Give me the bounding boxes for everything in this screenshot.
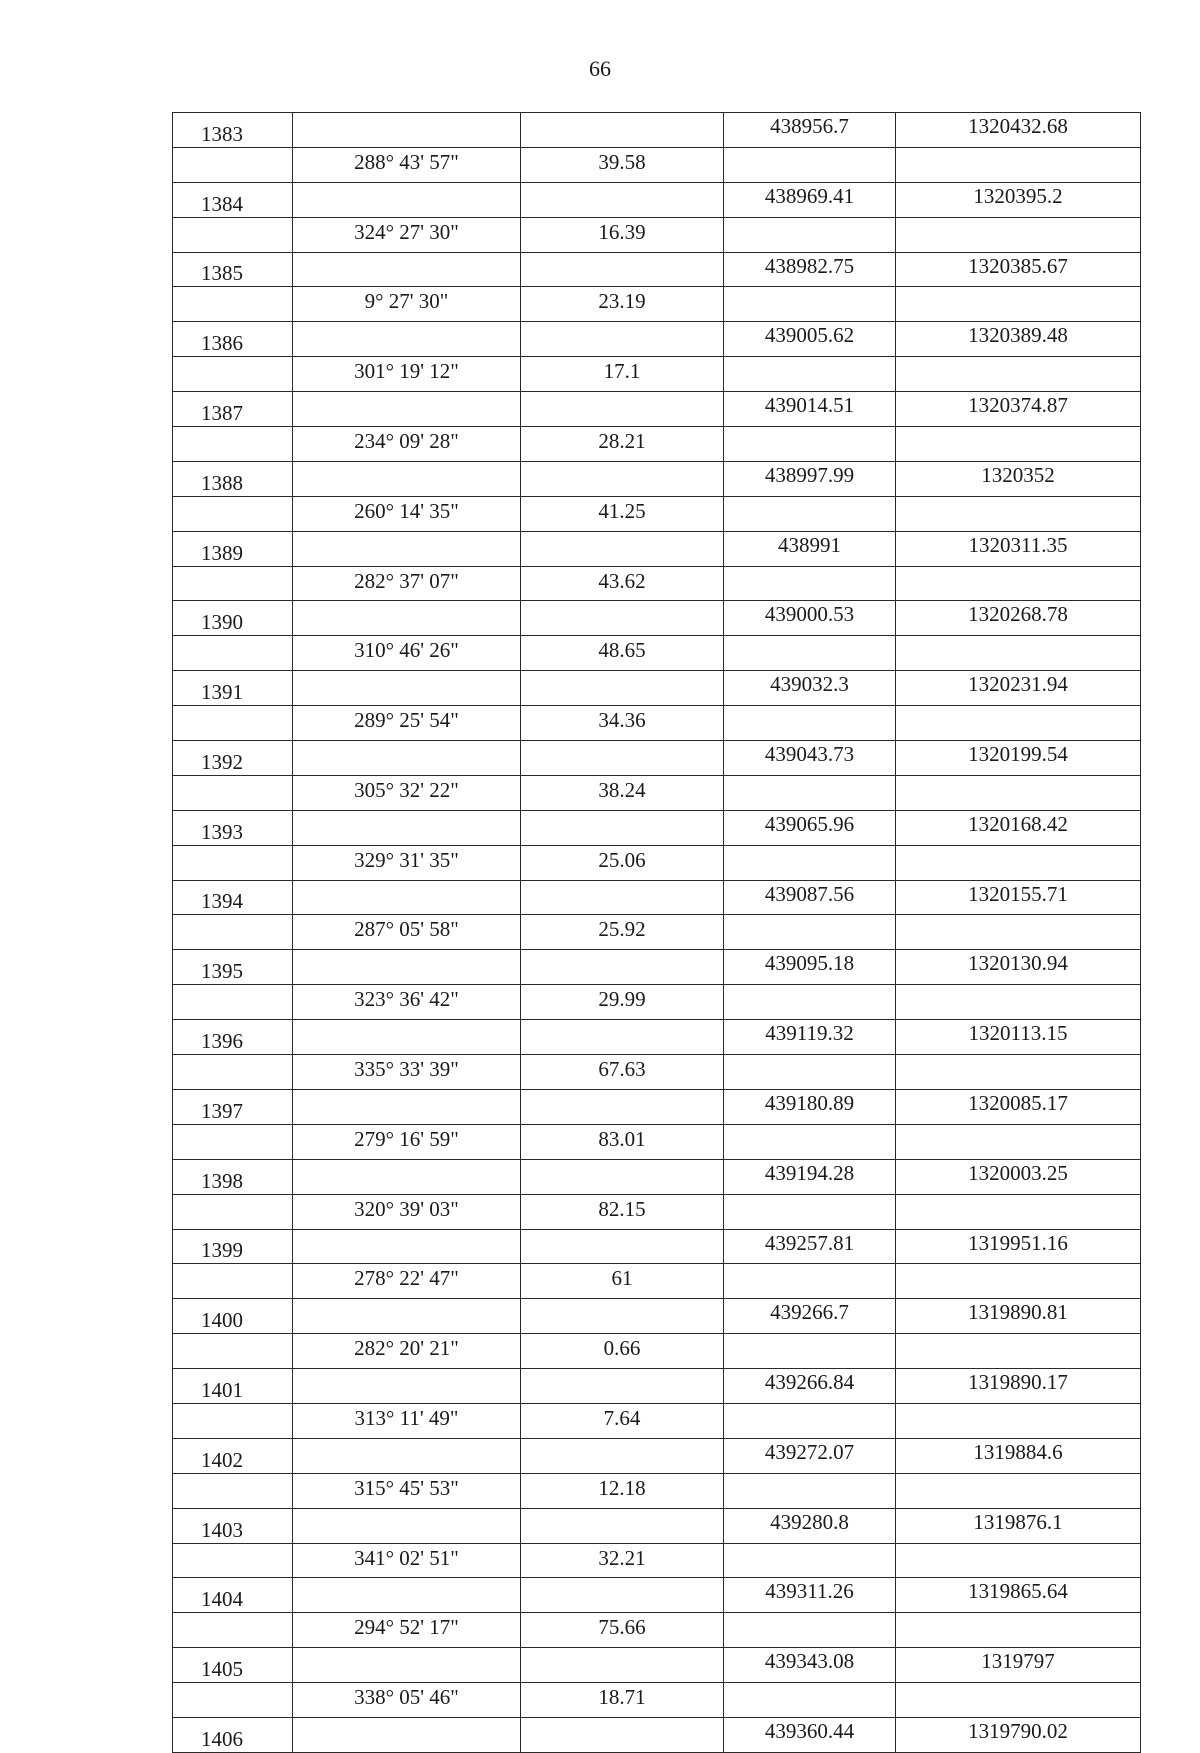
empty-cell: [896, 1055, 1141, 1090]
bearing-value: 282° 37' 07": [293, 566, 521, 601]
station-number: 1396: [173, 1020, 293, 1055]
bearing-value: 294° 52' 17": [293, 1613, 521, 1648]
northing-value: 1320199.54: [896, 741, 1141, 776]
easting-value: 439257.81: [724, 1229, 896, 1264]
empty-cell: [293, 1717, 521, 1752]
empty-cell: [293, 392, 521, 427]
bearing-value: 310° 46' 26": [293, 636, 521, 671]
empty-cell: [293, 1229, 521, 1264]
empty-cell: [521, 741, 724, 776]
bearing-value: 305° 32' 22": [293, 775, 521, 810]
point-row: [173, 461, 1141, 496]
empty-cell: [173, 845, 293, 880]
empty-cell: [293, 182, 521, 217]
northing-value: 1319890.81: [896, 1299, 1141, 1334]
empty-cell: [293, 950, 521, 985]
distance-value: 83.01: [521, 1124, 724, 1159]
empty-cell: [896, 566, 1141, 601]
empty-cell: [896, 845, 1141, 880]
station-number: 1395: [173, 950, 293, 985]
empty-cell: [173, 1055, 293, 1090]
northing-value: 1320155.71: [896, 880, 1141, 915]
empty-cell: [521, 1508, 724, 1543]
easting-value: 438969.41: [724, 182, 896, 217]
empty-cell: [896, 1683, 1141, 1718]
empty-cell: [173, 1334, 293, 1369]
empty-cell: [173, 636, 293, 671]
point-row: [173, 252, 1141, 287]
segment-row: [173, 1124, 1141, 1159]
empty-cell: [724, 706, 896, 741]
northing-value: 1319876.1: [896, 1508, 1141, 1543]
segment-row: [173, 147, 1141, 182]
point-row: [173, 322, 1141, 357]
empty-cell: [293, 601, 521, 636]
bearing-value: 289° 25' 54": [293, 706, 521, 741]
distance-value: 38.24: [521, 775, 724, 810]
empty-cell: [724, 1124, 896, 1159]
point-row: [173, 1229, 1141, 1264]
point-row: [173, 113, 1141, 148]
bearing-value: 329° 31' 35": [293, 845, 521, 880]
distance-value: 61: [521, 1264, 724, 1299]
easting-value: 439032.3: [724, 671, 896, 706]
northing-value: 1320432.68: [896, 113, 1141, 148]
point-row: [173, 1089, 1141, 1124]
empty-cell: [724, 636, 896, 671]
station-number: 1394: [173, 880, 293, 915]
bearing-value: 278° 22' 47": [293, 1264, 521, 1299]
point-row: [173, 1508, 1141, 1543]
empty-cell: [724, 775, 896, 810]
segment-row: [173, 1055, 1141, 1090]
empty-cell: [173, 1683, 293, 1718]
empty-cell: [724, 566, 896, 601]
northing-value: 1319951.16: [896, 1229, 1141, 1264]
northing-value: 1320352: [896, 461, 1141, 496]
empty-cell: [896, 775, 1141, 810]
empty-cell: [896, 496, 1141, 531]
station-number: 1388: [173, 461, 293, 496]
segment-row: [173, 1194, 1141, 1229]
easting-value: 439014.51: [724, 392, 896, 427]
segment-row: [173, 566, 1141, 601]
empty-cell: [173, 1124, 293, 1159]
easting-value: 439311.26: [724, 1578, 896, 1613]
station-number: 1390: [173, 601, 293, 636]
distance-value: 28.21: [521, 427, 724, 462]
easting-value: 439087.56: [724, 880, 896, 915]
segment-row: [173, 1683, 1141, 1718]
easting-value: 438991: [724, 531, 896, 566]
empty-cell: [521, 1438, 724, 1473]
point-row: [173, 810, 1141, 845]
segment-row: [173, 1473, 1141, 1508]
empty-cell: [896, 636, 1141, 671]
empty-cell: [896, 1194, 1141, 1229]
empty-cell: [293, 1438, 521, 1473]
empty-cell: [724, 217, 896, 252]
page-number: 66: [589, 56, 611, 81]
empty-cell: [173, 775, 293, 810]
easting-value: 439000.53: [724, 601, 896, 636]
distance-value: 67.63: [521, 1055, 724, 1090]
segment-row: [173, 1543, 1141, 1578]
segment-row: [173, 1403, 1141, 1438]
distance-value: 25.06: [521, 845, 724, 880]
empty-cell: [173, 566, 293, 601]
empty-cell: [896, 357, 1141, 392]
northing-value: 1320130.94: [896, 950, 1141, 985]
empty-cell: [173, 1473, 293, 1508]
empty-cell: [521, 461, 724, 496]
empty-cell: [896, 1403, 1141, 1438]
station-number: 1387: [173, 392, 293, 427]
easting-value: 438956.7: [724, 113, 896, 148]
empty-cell: [521, 113, 724, 148]
empty-cell: [724, 1334, 896, 1369]
distance-value: 0.66: [521, 1334, 724, 1369]
point-row: [173, 182, 1141, 217]
empty-cell: [896, 147, 1141, 182]
point-row: [173, 1299, 1141, 1334]
northing-value: 1319865.64: [896, 1578, 1141, 1613]
distance-value: 29.99: [521, 985, 724, 1020]
bearing-value: 301° 19' 12": [293, 357, 521, 392]
segment-row: [173, 1613, 1141, 1648]
coordinate-table-body: [173, 113, 1141, 1753]
empty-cell: [173, 985, 293, 1020]
empty-cell: [896, 427, 1141, 462]
station-number: 1401: [173, 1369, 293, 1404]
segment-row: [173, 775, 1141, 810]
northing-value: 1319790.02: [896, 1717, 1141, 1752]
easting-value: 439266.84: [724, 1369, 896, 1404]
bearing-value: 282° 20' 21": [293, 1334, 521, 1369]
easting-value: 439280.8: [724, 1508, 896, 1543]
station-number: 1406: [173, 1717, 293, 1752]
empty-cell: [173, 496, 293, 531]
easting-value: 439343.08: [724, 1648, 896, 1683]
point-row: [173, 1578, 1141, 1613]
segment-row: [173, 706, 1141, 741]
station-number: 1402: [173, 1438, 293, 1473]
empty-cell: [293, 461, 521, 496]
empty-cell: [173, 706, 293, 741]
empty-cell: [724, 845, 896, 880]
empty-cell: [521, 1299, 724, 1334]
point-row: [173, 671, 1141, 706]
northing-value: 1320168.42: [896, 810, 1141, 845]
empty-cell: [724, 1613, 896, 1648]
station-number: 1404: [173, 1578, 293, 1613]
bearing-value: 279° 16' 59": [293, 1124, 521, 1159]
easting-value: 439180.89: [724, 1089, 896, 1124]
easting-value: 439194.28: [724, 1159, 896, 1194]
coordinate-table: [172, 112, 1141, 1753]
station-number: 1385: [173, 252, 293, 287]
bearing-value: 315° 45' 53": [293, 1473, 521, 1508]
empty-cell: [521, 182, 724, 217]
bearing-value: 324° 27' 30": [293, 217, 521, 252]
distance-value: 12.18: [521, 1473, 724, 1508]
distance-value: 43.62: [521, 566, 724, 601]
empty-cell: [173, 287, 293, 322]
empty-cell: [521, 1020, 724, 1055]
empty-cell: [173, 1264, 293, 1299]
bearing-value: 341° 02' 51": [293, 1543, 521, 1578]
empty-cell: [724, 147, 896, 182]
segment-row: [173, 287, 1141, 322]
northing-value: 1320003.25: [896, 1159, 1141, 1194]
empty-cell: [293, 1159, 521, 1194]
empty-cell: [521, 322, 724, 357]
empty-cell: [173, 1543, 293, 1578]
empty-cell: [521, 1648, 724, 1683]
bearing-value: 313° 11' 49": [293, 1403, 521, 1438]
station-number: 1397: [173, 1089, 293, 1124]
empty-cell: [293, 1299, 521, 1334]
empty-cell: [173, 1403, 293, 1438]
empty-cell: [293, 1648, 521, 1683]
easting-value: 438982.75: [724, 252, 896, 287]
empty-cell: [724, 427, 896, 462]
easting-value: 438997.99: [724, 461, 896, 496]
empty-cell: [896, 1124, 1141, 1159]
empty-cell: [521, 880, 724, 915]
station-number: 1386: [173, 322, 293, 357]
bearing-value: 323° 36' 42": [293, 985, 521, 1020]
point-row: [173, 1438, 1141, 1473]
bearing-value: 260° 14' 35": [293, 496, 521, 531]
point-row: [173, 880, 1141, 915]
empty-cell: [293, 810, 521, 845]
bearing-value: 338° 05' 46": [293, 1683, 521, 1718]
empty-cell: [724, 496, 896, 531]
northing-value: 1320374.87: [896, 392, 1141, 427]
segment-row: [173, 915, 1141, 950]
empty-cell: [896, 1473, 1141, 1508]
empty-cell: [293, 880, 521, 915]
northing-value: 1319890.17: [896, 1369, 1141, 1404]
easting-value: 439065.96: [724, 810, 896, 845]
bearing-value: 9° 27' 30": [293, 287, 521, 322]
empty-cell: [293, 1089, 521, 1124]
easting-value: 439119.32: [724, 1020, 896, 1055]
empty-cell: [896, 217, 1141, 252]
empty-cell: [896, 1613, 1141, 1648]
empty-cell: [521, 392, 724, 427]
empty-cell: [724, 985, 896, 1020]
northing-value: 1319884.6: [896, 1438, 1141, 1473]
easting-value: 439095.18: [724, 950, 896, 985]
empty-cell: [896, 1334, 1141, 1369]
empty-cell: [173, 1613, 293, 1648]
empty-cell: [293, 252, 521, 287]
distance-value: 18.71: [521, 1683, 724, 1718]
empty-cell: [293, 322, 521, 357]
empty-cell: [896, 287, 1141, 322]
empty-cell: [896, 706, 1141, 741]
empty-cell: [293, 1508, 521, 1543]
empty-cell: [173, 357, 293, 392]
segment-row: [173, 845, 1141, 880]
station-number: 1383: [173, 113, 293, 148]
empty-cell: [521, 950, 724, 985]
segment-row: [173, 1334, 1141, 1369]
station-number: 1400: [173, 1299, 293, 1334]
northing-value: 1320268.78: [896, 601, 1141, 636]
empty-cell: [293, 113, 521, 148]
segment-row: [173, 217, 1141, 252]
empty-cell: [724, 1683, 896, 1718]
station-number: 1399: [173, 1229, 293, 1264]
point-row: [173, 1717, 1141, 1752]
point-row: [173, 1020, 1141, 1055]
distance-value: 48.65: [521, 636, 724, 671]
station-number: 1398: [173, 1159, 293, 1194]
bearing-value: 234° 09' 28": [293, 427, 521, 462]
empty-cell: [724, 357, 896, 392]
segment-row: [173, 985, 1141, 1020]
distance-value: 82.15: [521, 1194, 724, 1229]
distance-value: 41.25: [521, 496, 724, 531]
easting-value: 439272.07: [724, 1438, 896, 1473]
point-row: [173, 741, 1141, 776]
empty-cell: [724, 915, 896, 950]
distance-value: 25.92: [521, 915, 724, 950]
station-number: 1403: [173, 1508, 293, 1543]
bearing-value: 335° 33' 39": [293, 1055, 521, 1090]
empty-cell: [173, 1194, 293, 1229]
northing-value: 1320385.67: [896, 252, 1141, 287]
empty-cell: [521, 671, 724, 706]
empty-cell: [521, 252, 724, 287]
station-number: 1393: [173, 810, 293, 845]
station-number: 1392: [173, 741, 293, 776]
empty-cell: [521, 1229, 724, 1264]
empty-cell: [724, 1055, 896, 1090]
point-row: [173, 1369, 1141, 1404]
station-number: 1405: [173, 1648, 293, 1683]
point-row: [173, 601, 1141, 636]
empty-cell: [521, 1578, 724, 1613]
empty-cell: [293, 1020, 521, 1055]
northing-value: 1320389.48: [896, 322, 1141, 357]
segment-row: [173, 636, 1141, 671]
distance-value: 7.64: [521, 1403, 724, 1438]
northing-value: 1320085.17: [896, 1089, 1141, 1124]
empty-cell: [521, 601, 724, 636]
point-row: [173, 531, 1141, 566]
bearing-value: 320° 39' 03": [293, 1194, 521, 1229]
empty-cell: [724, 1194, 896, 1229]
empty-cell: [293, 531, 521, 566]
empty-cell: [521, 531, 724, 566]
easting-value: 439043.73: [724, 741, 896, 776]
empty-cell: [521, 1369, 724, 1404]
easting-value: 439266.7: [724, 1299, 896, 1334]
station-number: 1384: [173, 182, 293, 217]
empty-cell: [521, 810, 724, 845]
northing-value: 1320395.2: [896, 182, 1141, 217]
empty-cell: [724, 1473, 896, 1508]
distance-value: 34.36: [521, 706, 724, 741]
distance-value: 16.39: [521, 217, 724, 252]
distance-value: 32.21: [521, 1543, 724, 1578]
easting-value: 439005.62: [724, 322, 896, 357]
empty-cell: [896, 1543, 1141, 1578]
point-row: [173, 1159, 1141, 1194]
empty-cell: [173, 427, 293, 462]
empty-cell: [173, 147, 293, 182]
easting-value: 439360.44: [724, 1717, 896, 1752]
empty-cell: [293, 741, 521, 776]
distance-value: 39.58: [521, 147, 724, 182]
northing-value: 1320311.35: [896, 531, 1141, 566]
point-row: [173, 392, 1141, 427]
bearing-value: 288° 43' 57": [293, 147, 521, 182]
empty-cell: [293, 1578, 521, 1613]
station-number: 1391: [173, 671, 293, 706]
point-row: [173, 1648, 1141, 1683]
northing-value: 1320231.94: [896, 671, 1141, 706]
segment-row: [173, 496, 1141, 531]
empty-cell: [293, 671, 521, 706]
distance-value: 23.19: [521, 287, 724, 322]
northing-value: 1320113.15: [896, 1020, 1141, 1055]
empty-cell: [173, 217, 293, 252]
station-number: 1389: [173, 531, 293, 566]
distance-value: 17.1: [521, 357, 724, 392]
empty-cell: [896, 1264, 1141, 1299]
bearing-value: 287° 05' 58": [293, 915, 521, 950]
northing-value: 1319797: [896, 1648, 1141, 1683]
empty-cell: [521, 1089, 724, 1124]
empty-cell: [724, 287, 896, 322]
empty-cell: [724, 1264, 896, 1299]
segment-row: [173, 1264, 1141, 1299]
segment-row: [173, 357, 1141, 392]
empty-cell: [724, 1543, 896, 1578]
empty-cell: [724, 1403, 896, 1438]
empty-cell: [896, 915, 1141, 950]
empty-cell: [521, 1717, 724, 1752]
empty-cell: [896, 985, 1141, 1020]
segment-row: [173, 427, 1141, 462]
empty-cell: [173, 915, 293, 950]
distance-value: 75.66: [521, 1613, 724, 1648]
empty-cell: [293, 1369, 521, 1404]
empty-cell: [521, 1159, 724, 1194]
point-row: [173, 950, 1141, 985]
